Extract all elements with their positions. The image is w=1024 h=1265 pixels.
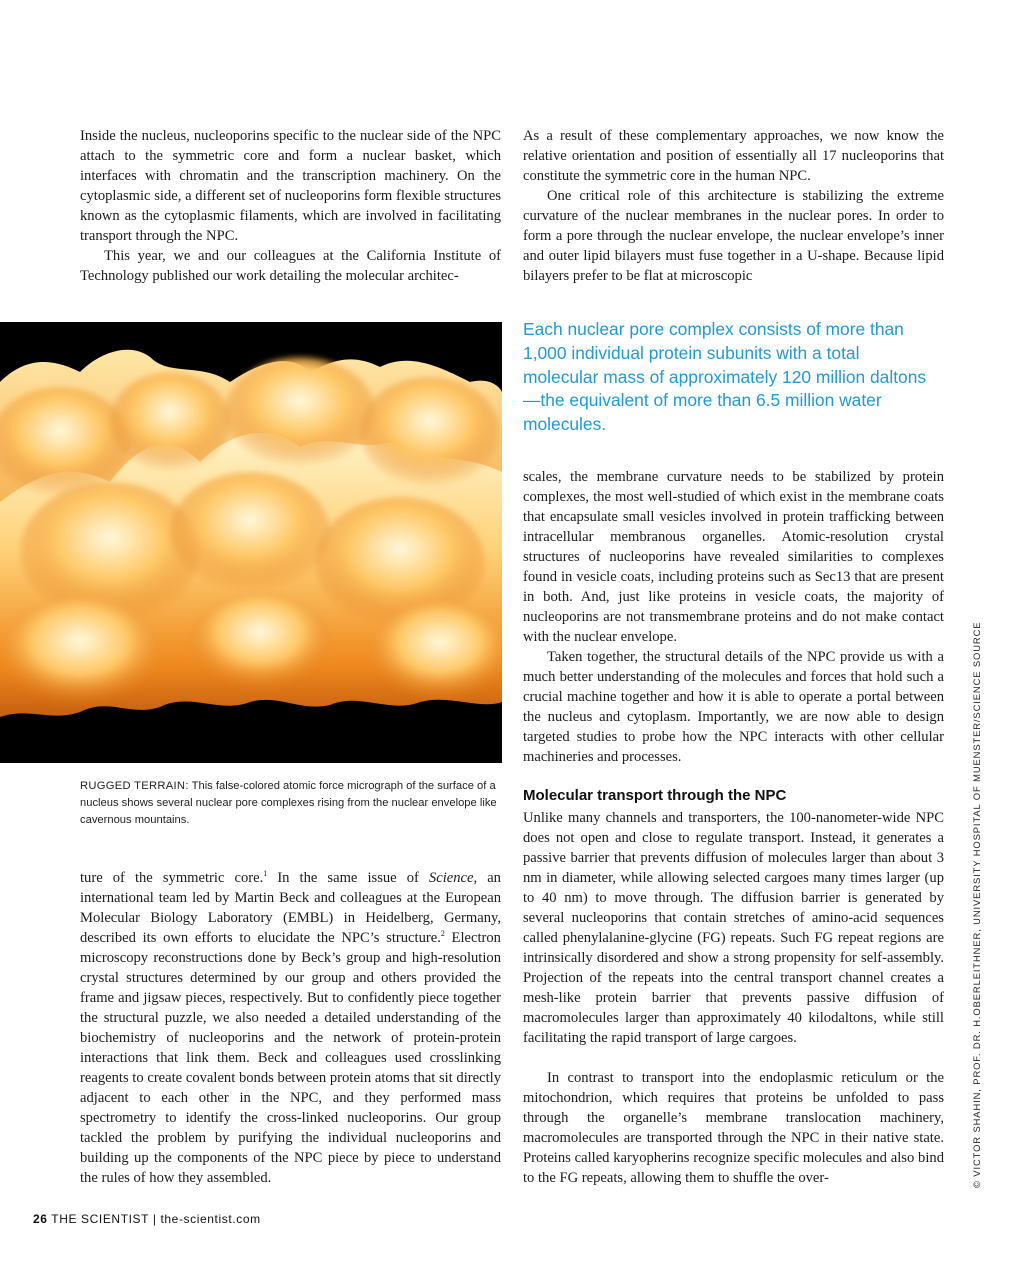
pull-quote: Each nuclear pore complex consists of more than 1,000 individual protein subunits with a total molecular mass of approximately 120 million daltons—the equivalent of more than 6.5 million water molecules.: [523, 319, 927, 435]
page-footer: [33, 1212, 261, 1226]
terrain-illustration: [0, 322, 502, 763]
magazine-name: THE SCIENTIST: [51, 1212, 149, 1226]
body-paragraph: One critical role of this architecture is stabilizing the extreme curvature of the nuclear membranes in the nuclear pores. In order to form a pore through the nuclear envelope, the nuclear envelope’s inner and outer lipid bilayers must fuse together in a U-shape. Because lipid bilayers prefer to be flat at microscopic: [523, 188, 944, 284]
afm-micrograph-image: [0, 322, 502, 763]
text-run: In the same issue of: [267, 870, 429, 886]
body-paragraph: Inside the nucleus, nucleoporins specific to the nuclear side of the NPC attach to the symmetric core and form a nuclear basket, which interfaces with chromatin and the transcription machinery. On the cytoplasmic side, a different set of nucleoporins form flexible structures known as the cytoplasmic filaments, which are involved in facilitating transport through the NPC.: [80, 128, 501, 244]
figure-caption: [80, 778, 500, 828]
footer-separator: |: [152, 1212, 157, 1226]
text-run: Electron microscopy reconstructions done by Beck’s group and high-resolution crystal structures determined by our group and others provided the frame and jigsaw pieces, respectively. But to confidently piece together the structural puzzle, we also needed a detailed understanding of the biochemistry of nucleoporins and the network of protein-protein interactions that link them. Beck and colleagues used crosslinking reagents to create covalent bonds between protein atoms that sit directly adjacent to each other in the NPC, and they performed mass spectrometry to identify the cross-linked nucleoporins. Our group tackled the problem by purifying the individual nucleoporins and building up the components of the NPC piece by piece to understand the rules of how they assembled.: [80, 930, 501, 1186]
reference-number: 1: [263, 869, 268, 879]
body-paragraph: This year, we and our colleagues at the California Institute of Technology published our work detailing the molecular architec-: [80, 248, 501, 284]
body-paragraph: Unlike many channels and transporters, the 100-nanometer-wide NPC does not open and close to regulate transport. Instead, it generates a passive barrier that prevents diffusion of molecules larger than about 3 nm in diameter, while allowing selected cargoes many times larger (up to 40 nm) to move through. The diffusion barrier is generated by several nucleoporins that contain stretches of amino-acid sequences called phenylalanine-glycine (FG) repeats. Such FG repeat regions are intrinsically disordered and show a strong propensity for self-assembly. Projection of the repeats into the central transport channel creates a mesh-like protein barrier that prevents passive diffusion of macromolecules larger than approximately 40 kilodaltons, while still facilitating the rapid transport of large cargoes.: [523, 810, 944, 1046]
text-run: an international team led by Martin Beck and colleagues at the European Molecular Biology Laboratory (EMBL) in Heidelberg, Germany, described its own efforts to elucidate the NPC’s structure.: [80, 870, 501, 946]
reference-number: 2: [440, 929, 445, 939]
body-paragraph: As a result of these complementary approaches, we now know the relative orientation and position of essentially all 17 nucleoporins that constitute the symmetric core in the human NPC.: [523, 128, 944, 184]
photo-credit: © VICTOR SHAHIN, PROF. DR. H.OBERLEITHNER, UNIVERSITY HOSPITAL OF MUENSTER/SCIENCE SOURCE: [971, 621, 982, 1188]
body-paragraph: In contrast to transport into the endoplasmic reticulum or the mitochondrion, which requires that proteins be unfolded to pass through the organelle’s membrane translocation machinery, macromolecules are transported through the NPC in their native state. Proteins called karyopherins recognize specific molecules and also bind to the FG repeats, allowing them to shuffle the over-: [523, 1070, 944, 1186]
journal-name: Science,: [428, 870, 478, 886]
section-heading: Molecular transport through the NPC: [523, 787, 787, 804]
caption-lead: RUGGED TERRAIN:: [80, 780, 189, 792]
caption-text: This false-colored atomic force micrograph of the surface of a nucleus shows several nuclear pore complexes rising from the nuclear envelope like cavernous mountains.: [80, 780, 497, 826]
body-paragraph: Taken together, the structural details of the NPC provide us with a much better understanding of the molecules and forces that hold such a crucial machine together and how it is able to operate a portal between the nucleus and cytoplasm. Importantly, we are now able to design targeted studies to probe how the NPC interacts with other cellular machineries and processes.: [523, 649, 944, 765]
text-run: ture of the symmetric core.: [80, 870, 264, 886]
body-paragraph: scales, the membrane curvature needs to be stabilized by protein complexes, the most well-studied of which exist in the membrane coats that encapsulate small vesicles involved in protein trafficking between intracellular membranous organelles. Atomic-resolution crystal structures of nucleoporins have revealed similarities to complexes found in vesicle coats, including proteins such as Sec13 that are present in both. And, just like proteins in vesicle coats, the majority of nucleoporins are not transmembrane proteins and do not make contact with the nuclear envelope.: [523, 469, 944, 645]
page-number: 26: [33, 1212, 48, 1226]
website: the-scientist.com: [160, 1212, 261, 1226]
body-paragraph: [80, 868, 501, 1188]
